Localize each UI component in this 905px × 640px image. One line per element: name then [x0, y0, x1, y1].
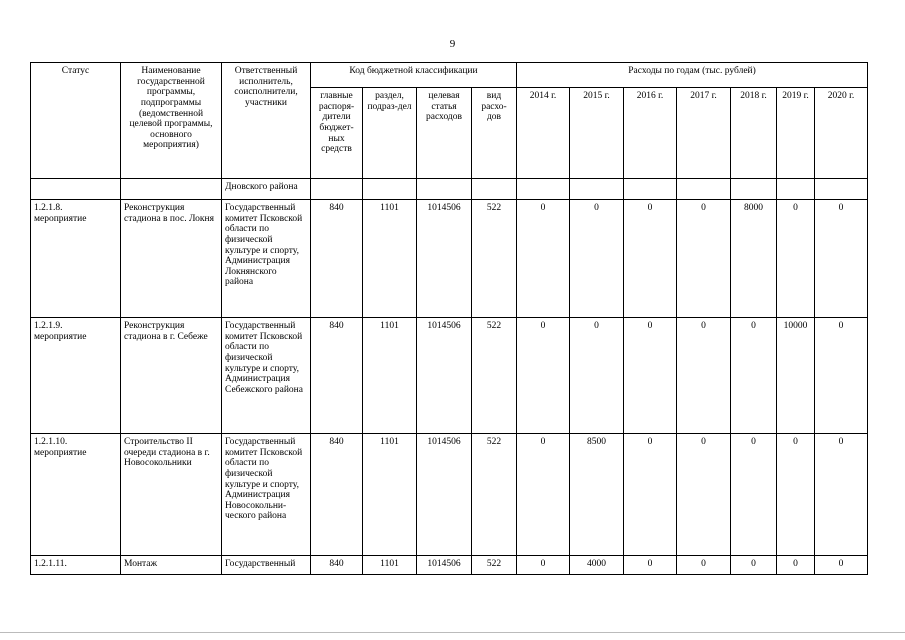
row-value: 0	[517, 556, 570, 575]
row-value: 0	[624, 556, 677, 575]
header-expenses: Расходы по годам (тыс. рублей)	[517, 63, 868, 88]
row-name: Реконструкция стадиона в пос. Локня	[121, 200, 222, 318]
row-grbs: 840	[311, 200, 363, 318]
row-value: 0	[624, 200, 677, 318]
header-section: раздел, подраз-дел	[363, 88, 417, 179]
header-year: 2019 г.	[777, 88, 815, 179]
row-name: Реконструкция стадиона в г. Себеже	[121, 318, 222, 434]
row-value: 0	[815, 556, 868, 575]
budget-table	[30, 62, 868, 575]
row-name: Монтаж	[121, 556, 222, 575]
row-type: 522	[472, 200, 517, 318]
row-value: 0	[815, 318, 868, 434]
row-value: 8500	[570, 434, 624, 556]
row-value: 0	[777, 556, 815, 575]
row-value: 0	[731, 434, 777, 556]
row-status: 1.2.1.10. мероприятие	[31, 434, 121, 556]
row-name: Строительство II очереди стадиона в г. Новосокольники	[121, 434, 222, 556]
row-status: 1.2.1.11.	[31, 556, 121, 575]
row-section: 1101	[363, 200, 417, 318]
page-number: 9	[449, 38, 456, 50]
row-value: 0	[777, 434, 815, 556]
header-target: целевая статья расходов	[417, 88, 472, 179]
header-year: 2015 г.	[570, 88, 624, 179]
table-row	[31, 434, 868, 556]
row-grbs: 840	[311, 318, 363, 434]
row-type: 522	[472, 434, 517, 556]
row-value: 0	[677, 434, 731, 556]
header-year: 2017 г.	[677, 88, 731, 179]
row-target: 1014506	[417, 556, 472, 575]
row-value: 0	[570, 200, 624, 318]
header-name: Наименование государственной программы, подпрограммы (ведомственной целевой программы, основного мероприятия)	[121, 63, 222, 179]
row-target: 1014506	[417, 200, 472, 318]
header-status: Статус	[31, 63, 121, 179]
row-value: 0	[815, 434, 868, 556]
row-value: 0	[731, 556, 777, 575]
row-section: 1101	[363, 556, 417, 575]
table-row	[31, 318, 868, 434]
row-value: 0	[677, 556, 731, 575]
row-value: 0	[517, 434, 570, 556]
row-value: 0	[517, 200, 570, 318]
row-value: 0	[677, 200, 731, 318]
row-target: 1014506	[417, 434, 472, 556]
row-value: 0	[624, 318, 677, 434]
header-budget-code: Код бюджетной классификации	[311, 63, 517, 88]
row-value: 8000	[731, 200, 777, 318]
row-value: 0	[815, 200, 868, 318]
row-section: 1101	[363, 434, 417, 556]
table-row	[31, 200, 868, 318]
header-year: 2018 г.	[731, 88, 777, 179]
row-grbs: 840	[311, 556, 363, 575]
row-target: 1014506	[417, 318, 472, 434]
header-year: 2020 г.	[815, 88, 868, 179]
row-executor: Государственный комитет Псковской области по физической культуре и спорту, Администрация Локнянского района	[222, 200, 311, 318]
row-value: 0	[517, 318, 570, 434]
continuation-text: Дновского района	[222, 179, 311, 200]
row-executor: Государственный	[222, 556, 311, 575]
header-year: 2014 г.	[517, 88, 570, 179]
row-value: 0	[731, 318, 777, 434]
row-value: 0	[677, 318, 731, 434]
table-row	[31, 556, 868, 575]
row-status: 1.2.1.9. мероприятие	[31, 318, 121, 434]
header-type: вид расхо-дов	[472, 88, 517, 179]
header-year: 2016 г.	[624, 88, 677, 179]
row-value: 0	[570, 318, 624, 434]
row-value: 4000	[570, 556, 624, 575]
row-section: 1101	[363, 318, 417, 434]
row-type: 522	[472, 556, 517, 575]
row-value: 10000	[777, 318, 815, 434]
header-executor: Ответственный исполнитель, соисполнители, участники	[222, 63, 311, 179]
row-executor: Государственный комитет Псковской области по физической культуре и спорту, Администрация Новосокольни-ческого района	[222, 434, 311, 556]
row-status: 1.2.1.8. мероприятие	[31, 200, 121, 318]
continuation-row	[31, 179, 868, 200]
row-value: 0	[624, 434, 677, 556]
page-bottom-rule	[0, 632, 905, 633]
row-grbs: 840	[311, 434, 363, 556]
row-type: 522	[472, 318, 517, 434]
header-row-top	[31, 63, 868, 88]
row-value: 0	[777, 200, 815, 318]
row-executor: Государственный комитет Псковской области по физической культуре и спорту, Администрация Себежского района	[222, 318, 311, 434]
header-grbs: главные распоря-дители бюджет-ных средств	[311, 88, 363, 179]
